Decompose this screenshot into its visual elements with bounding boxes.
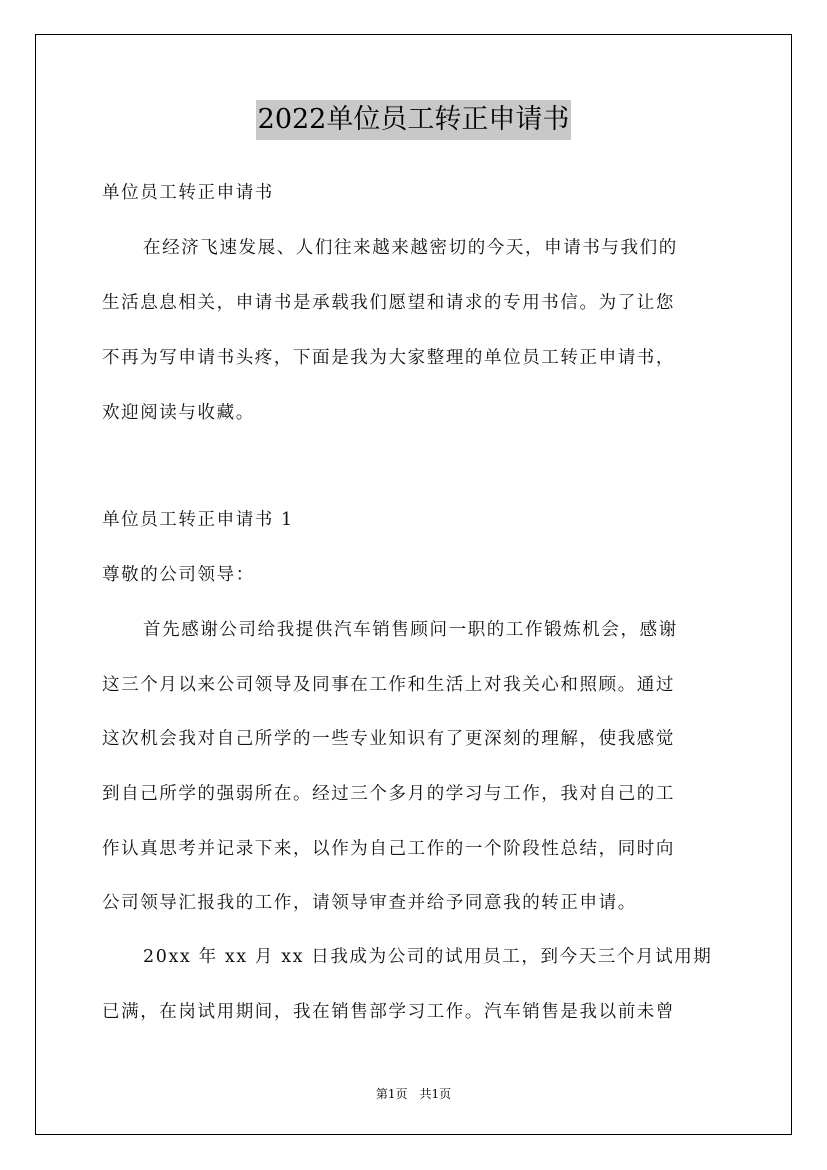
para1-line: 公司领导汇报我的工作，请领导审查并给予同意我的转正申请。 (102, 893, 637, 913)
section-heading: 单位员工转正申请书 1 (102, 510, 294, 530)
intro-line: 生活息息相关，申请书是承载我们愿望和请求的专用书信。为了让您 (102, 293, 675, 313)
title-wrap (0, 100, 827, 140)
para1-line: 这次机会我对自己所学的一些专业知识有了更深刻的理解，使我感觉 (102, 729, 675, 749)
page-footer: 第1页 共1页 (375, 1087, 452, 1101)
intro-line: 不再为写申请书头疼，下面是我为大家整理的单位员工转正申请书， (102, 348, 675, 368)
intro-line: 欢迎阅读与收藏。 (102, 403, 255, 423)
document-title: 2022单位员工转正申请书 (256, 100, 572, 140)
para2-line: 已满，在岗试用期间，我在销售部学习工作。汽车销售是我以前未曾 (102, 1002, 675, 1022)
intro-line: 在经济飞速发展、人们往来越来越密切的今天，申请书与我们的 (143, 238, 678, 258)
subtitle: 单位员工转正申请书 (102, 183, 274, 203)
para2-line: 20xx 年 xx 月 xx 日我成为公司的试用员工，到今天三个月试用期 (143, 947, 713, 967)
salutation: 尊敬的公司领导： (102, 565, 255, 585)
para1-line: 作认真思考并记录下来，以作为自己工作的一个阶段性总结，同时向 (102, 839, 675, 859)
para1-line: 到自己所学的强弱所在。经过三个多月的学习与工作，我对自己的工 (102, 784, 675, 804)
para1-line: 这三个月以来公司领导及同事在工作和生活上对我关心和照顾。通过 (102, 675, 675, 695)
para1-line: 首先感谢公司给我提供汽车销售顾问一职的工作锻炼机会，感谢 (143, 620, 678, 640)
